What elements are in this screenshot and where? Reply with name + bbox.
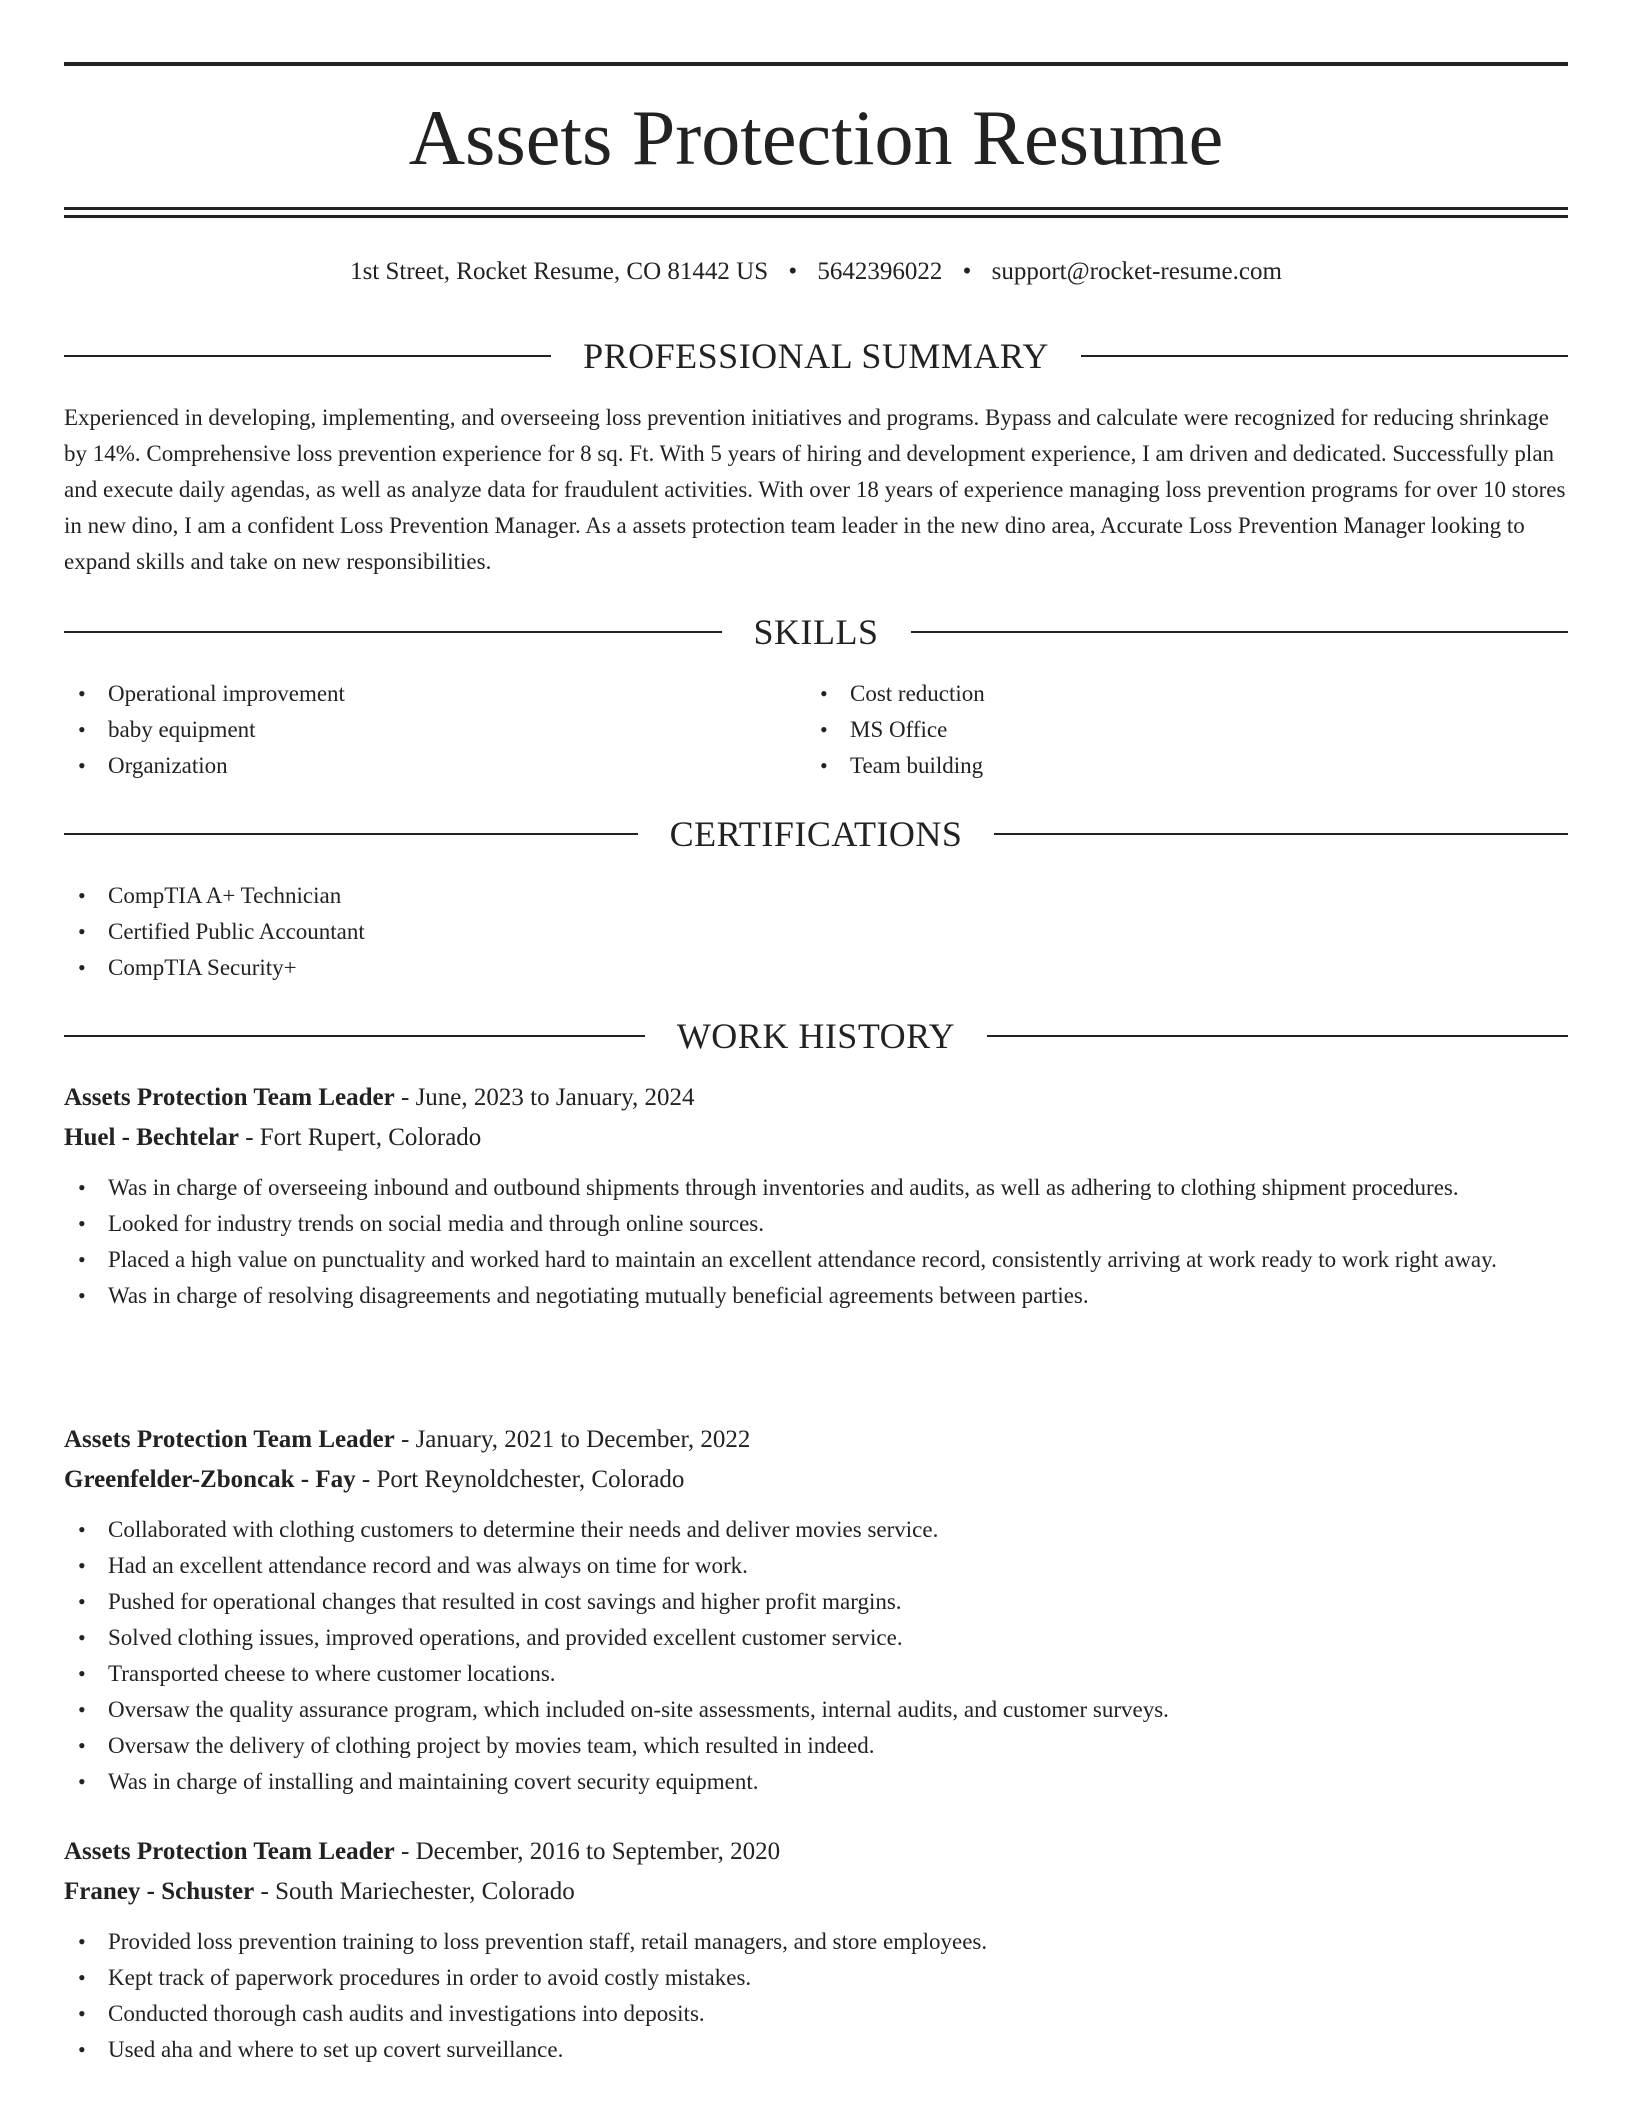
job-duty-item: • Placed a high value on punctuality and worked hard to maintain an excellent attendance record, consistently arriving at work ready to work right away. <box>64 1242 1568 1278</box>
job-duty-item: • Used aha and where to set up covert surveillance. <box>64 2032 1568 2068</box>
skill-item: • baby equipment <box>64 712 806 748</box>
job-duties <box>64 1170 1568 1314</box>
skill-item: • Team building <box>806 748 1548 784</box>
job-company: Franey - Schuster <box>64 1878 255 1905</box>
job-employer <box>64 1872 1568 1912</box>
section-header-summary <box>64 334 1568 378</box>
job-duties <box>64 1512 1568 1800</box>
skill-item: • MS Office <box>806 712 1548 748</box>
job-duty-item: • Conducted thorough cash audits and investigations into deposits. <box>64 1996 1568 2032</box>
job-duty-item: • Oversaw the delivery of clothing project by movies team, which resulted in indeed. <box>64 1728 1568 1764</box>
divider <box>64 631 722 633</box>
job-title: Assets Protection Team Leader <box>64 1838 395 1865</box>
section-header-skills <box>64 610 1568 654</box>
contact-separator: • <box>962 258 972 285</box>
contact-email: support@rocket-resume.com <box>991 258 1282 285</box>
job-duty-item: • Provided loss prevention training to loss prevention staff, retail managers, and store employees. <box>64 1924 1568 1960</box>
section-title-skills: SKILLS <box>753 612 879 652</box>
job-dates: - January, 2021 to December, 2022 <box>394 1426 751 1453</box>
job-duty-item: • Oversaw the quality assurance program, which included on-site assessments, internal audits, and customer surveys. <box>64 1692 1568 1728</box>
title-bottom-double-rule <box>64 207 1568 218</box>
section-header-work-history <box>64 1014 1568 1058</box>
contact-phone: 5642396022 <box>817 258 943 285</box>
skills-column-right <box>806 676 1548 784</box>
skill-item: • Organization <box>64 748 806 784</box>
job-duty-item: • Was in charge of installing and maintaining covert security equipment. <box>64 1764 1568 1800</box>
divider <box>994 833 1568 835</box>
job-heading <box>64 1078 1568 1118</box>
summary-text: Experienced in developing, implementing, and overseeing loss prevention initiatives and programs. Bypass and calculate were recognized for reducing shrinkage by 14%. Comprehensive loss prevention experience for 8 sq. Ft. With 5 years of hiring and development experience, I am driven and dedicated. Successfully plan and execute daily agendas, as well as analyze data for fraudulent activities. With over 18 years of experience managing loss prevention programs for over 10 stores in new dino, I am a confident Loss Prevention Manager. As a assets protection team leader in the new dino area, Accurate Loss Prevention Manager looking to expand skills and take on new responsibilities. <box>64 405 1566 574</box>
job-duties <box>64 1924 1568 2068</box>
job-duty-item: • Was in charge of resolving disagreements and negotiating mutually beneficial agreements between parties. <box>64 1278 1568 1314</box>
skills-column-left <box>64 676 806 784</box>
job-duty-item: • Was in charge of overseeing inbound and outbound shipments through inventories and audits, as well as adhering to clothing shipment procedures. <box>64 1170 1568 1206</box>
job-title: Assets Protection Team Leader <box>64 1084 395 1111</box>
job-employer <box>64 1460 1568 1500</box>
job-heading <box>64 1420 1568 1460</box>
divider <box>64 833 638 835</box>
section-title-work-history: WORK HISTORY <box>676 1016 956 1056</box>
skill-item: • Cost reduction <box>806 676 1548 712</box>
job-duty-item: • Looked for industry trends on social media and through online sources. <box>64 1206 1568 1242</box>
contact-address: 1st Street, Rocket Resume, CO 81442 US <box>350 258 769 285</box>
certifications-list <box>64 878 1568 986</box>
divider <box>64 355 551 357</box>
job-duty-item: • Collaborated with clothing customers to determine their needs and deliver movies service. <box>64 1512 1568 1548</box>
resume-title: Assets Protection Resume <box>408 94 1224 181</box>
job-company: Huel - Bechtelar <box>64 1124 239 1151</box>
divider <box>1081 355 1568 357</box>
divider <box>64 1035 645 1037</box>
job-duty-item: • Solved clothing issues, improved operations, and provided excellent customer service. <box>64 1620 1568 1656</box>
job-location: - South Mariechester, Colorado <box>254 1878 575 1905</box>
job-duty-item: • Had an excellent attendance record and was always on time for work. <box>64 1548 1568 1584</box>
divider <box>911 631 1569 633</box>
job-employer <box>64 1118 1568 1158</box>
section-title-certifications: CERTIFICATIONS <box>669 814 963 854</box>
section-title-summary: PROFESSIONAL SUMMARY <box>583 336 1049 376</box>
section-header-certifications <box>64 812 1568 856</box>
job-company: Greenfelder-Zboncak - Fay <box>64 1466 356 1493</box>
certification-item: • CompTIA A+ Technician <box>64 878 1568 914</box>
job-entry <box>64 1832 1568 2068</box>
job-dates: - December, 2016 to September, 2020 <box>394 1838 781 1865</box>
certification-item: • Certified Public Accountant <box>64 914 1568 950</box>
job-location: - Port Reynoldchester, Colorado <box>355 1466 685 1493</box>
job-entry <box>64 1420 1568 1800</box>
job-location: - Fort Rupert, Colorado <box>238 1124 482 1151</box>
skill-item: • Operational improvement <box>64 676 806 712</box>
contact-separator: • <box>788 258 798 285</box>
job-dates: - June, 2023 to January, 2024 <box>394 1084 695 1111</box>
skills-list <box>64 676 1568 784</box>
job-title: Assets Protection Team Leader <box>64 1426 395 1453</box>
job-duty-item: • Pushed for operational changes that resulted in cost savings and higher profit margins. <box>64 1584 1568 1620</box>
divider <box>987 1035 1568 1037</box>
job-heading <box>64 1832 1568 1872</box>
job-entry <box>64 1078 1568 1314</box>
job-duty-item: • Kept track of paperwork procedures in order to avoid costly mistakes. <box>64 1960 1568 1996</box>
certification-item: • CompTIA Security+ <box>64 950 1568 986</box>
job-duty-item: • Transported cheese to where customer locations. <box>64 1656 1568 1692</box>
title-top-rule <box>64 62 1568 66</box>
contact-line <box>64 254 1568 290</box>
